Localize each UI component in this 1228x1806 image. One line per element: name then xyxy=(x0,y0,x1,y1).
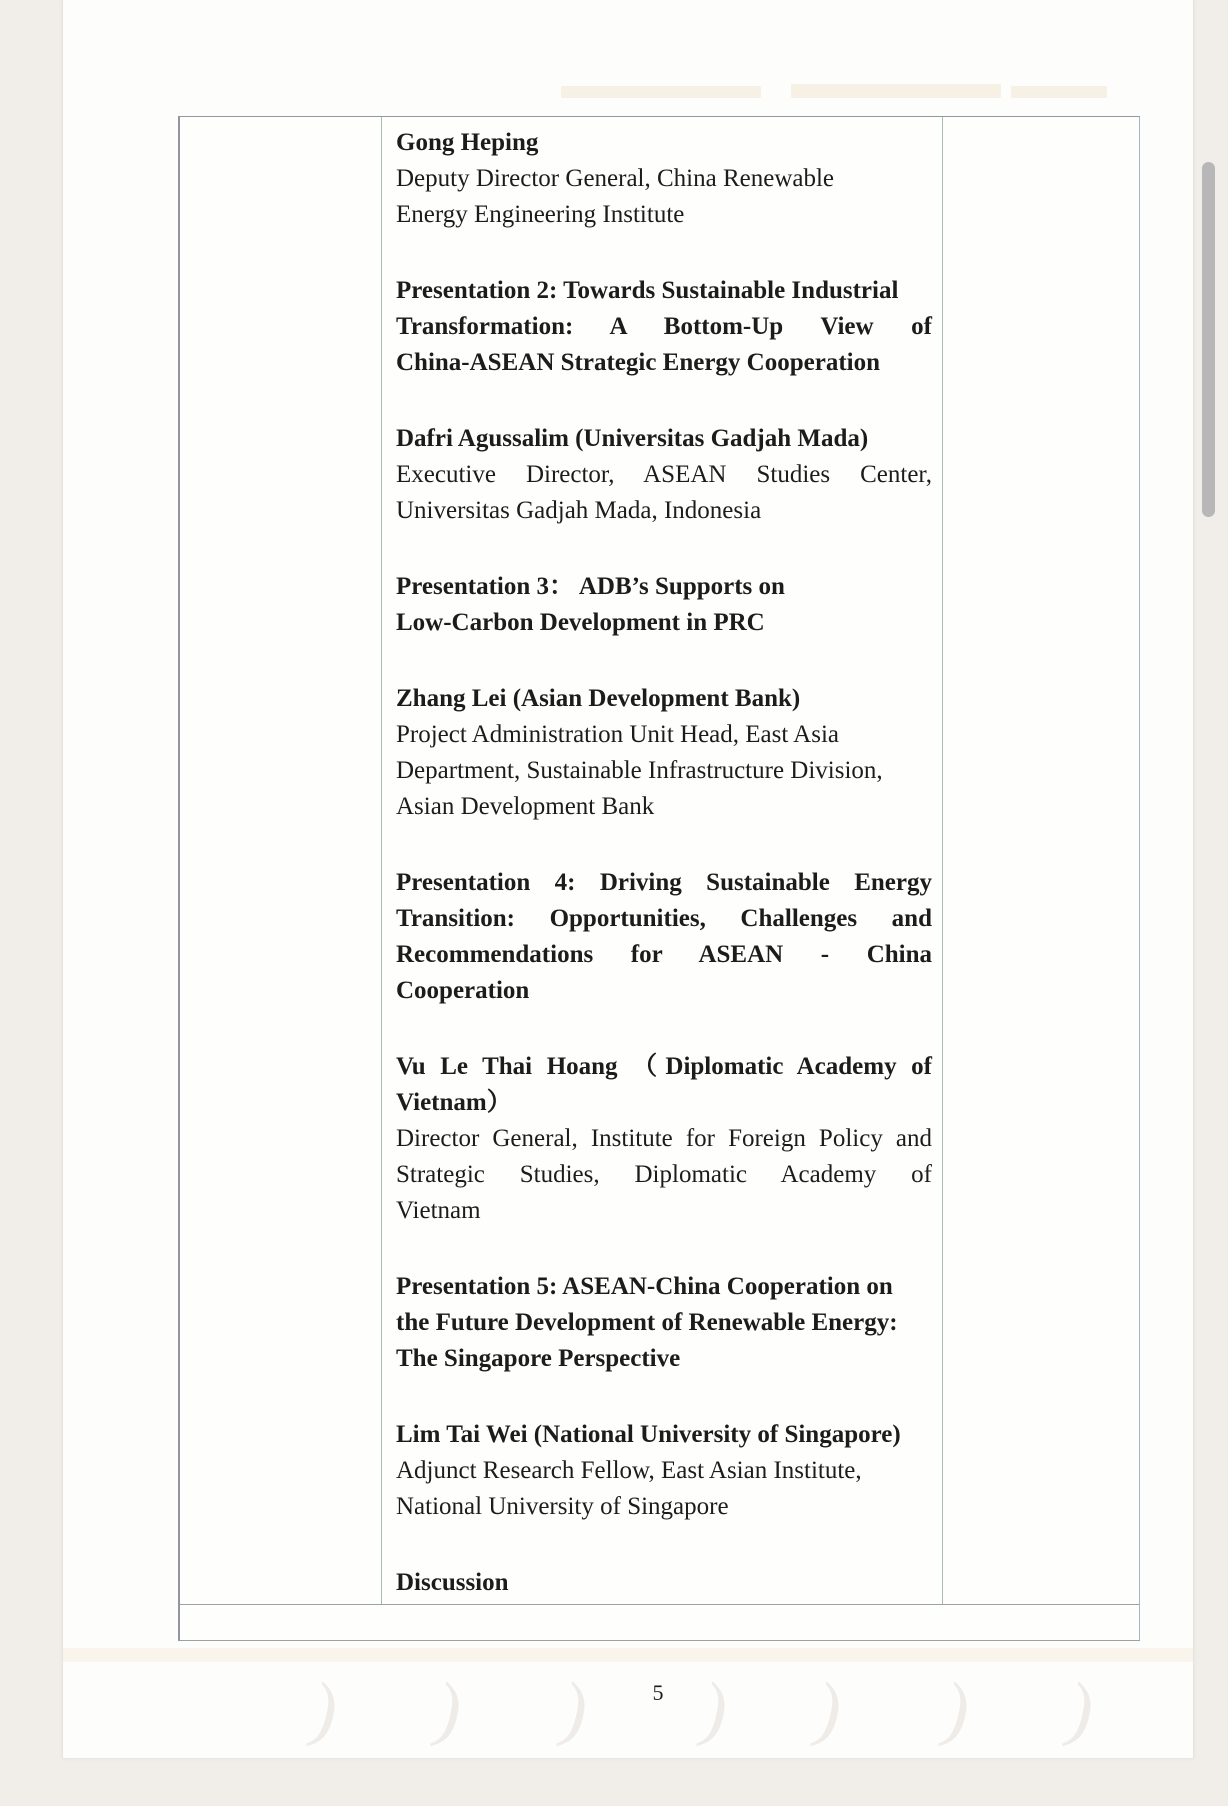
paragraph xyxy=(396,1417,932,1525)
paragraph xyxy=(396,125,932,233)
text-line: Asian Development Bank xyxy=(396,793,655,820)
page-bottom-band xyxy=(63,1648,1193,1662)
text-line: Cooperation xyxy=(396,977,530,1004)
watermark-mark: ) xyxy=(693,1667,738,1753)
text-line: Energy Engineering Institute xyxy=(396,201,685,228)
text-line: Discussion xyxy=(396,1569,509,1596)
paragraph xyxy=(396,681,932,825)
table-cell-right-empty xyxy=(943,117,1139,1604)
text-line: Gong Heping xyxy=(396,129,539,156)
paragraph xyxy=(396,865,932,1009)
text-line: Dafri Agussalim (Universitas Gadjah Mada) xyxy=(396,425,869,452)
paragraph xyxy=(396,421,932,529)
watermark-mark: ) xyxy=(807,1667,852,1753)
text-line: Low-Carbon Development in PRC xyxy=(396,609,765,636)
text-line: Department, Sustainable Infrastructure Division, xyxy=(396,757,883,784)
watermark-mark: ) xyxy=(427,1667,472,1753)
watermark-mark: ) xyxy=(553,1667,598,1753)
highlight-artifact xyxy=(791,84,1001,98)
text-line: Project Administration Unit Head, East Asia xyxy=(396,721,839,748)
paragraph xyxy=(396,569,932,641)
watermark-mark: ) xyxy=(935,1667,980,1753)
table-row-content xyxy=(180,117,1139,1605)
text-line: Universitas Gadjah Mada, Indonesia xyxy=(396,497,762,524)
table-row-empty xyxy=(180,1605,1139,1640)
text-line: National University of Singapore xyxy=(396,1493,729,1520)
text-line: Zhang Lei (Asian Development Bank) xyxy=(396,685,801,712)
table-cell-left-empty xyxy=(180,117,382,1604)
text-line: Adjunct Research Fellow, East Asian Institute, xyxy=(396,1457,862,1484)
text-line: Deputy Director General, China Renewable xyxy=(396,165,835,192)
text-line: Transformation: A Bottom-Up View of xyxy=(396,313,932,340)
highlight-artifact xyxy=(561,86,761,98)
paragraph xyxy=(396,1049,932,1229)
document-page xyxy=(62,0,1194,1758)
text-line: Recommendations for ASEAN - China xyxy=(396,941,932,968)
text-line: Executive Director, ASEAN Studies Center, xyxy=(396,461,932,488)
paragraph xyxy=(396,273,932,381)
page-number: 5 xyxy=(652,1680,664,1705)
text-line: Vu Le Thai Hoang （Diplomatic Academy of xyxy=(396,1053,932,1080)
paragraph xyxy=(396,1565,932,1601)
scrollbar-thumb[interactable] xyxy=(1202,162,1215,517)
text-line: Presentation 4: Driving Sustainable Energy xyxy=(396,869,932,896)
text-line: Transition: Opportunities, Challenges and xyxy=(396,905,932,932)
watermark-mark: ) xyxy=(303,1667,348,1753)
agenda-table xyxy=(178,116,1140,1641)
text-line: The Singapore Perspective xyxy=(396,1345,681,1372)
text-line: Presentation 3： ADB’s Supports on xyxy=(396,573,785,600)
text-line: Presentation 5: ASEAN-China Cooperation on xyxy=(396,1273,893,1300)
watermark-mark: ) xyxy=(1059,1667,1104,1753)
paragraph xyxy=(396,1269,932,1377)
text-line: Vietnam xyxy=(396,1197,481,1224)
text-line: Director General, Institute for Foreign Policy and xyxy=(396,1125,932,1152)
text-line: Presentation 2: Towards Sustainable Industrial xyxy=(396,277,899,304)
text-line: Strategic Studies, Diplomatic Academy of xyxy=(396,1161,932,1188)
highlight-artifact xyxy=(1011,86,1107,98)
text-line: Lim Tai Wei (National University of Singapore) xyxy=(396,1421,901,1448)
table-cell-content xyxy=(382,117,943,1604)
text-line: the Future Development of Renewable Energy: xyxy=(396,1309,898,1336)
text-line: China-ASEAN Strategic Energy Cooperation xyxy=(396,349,881,376)
text-line: Vietnam） xyxy=(396,1089,512,1116)
